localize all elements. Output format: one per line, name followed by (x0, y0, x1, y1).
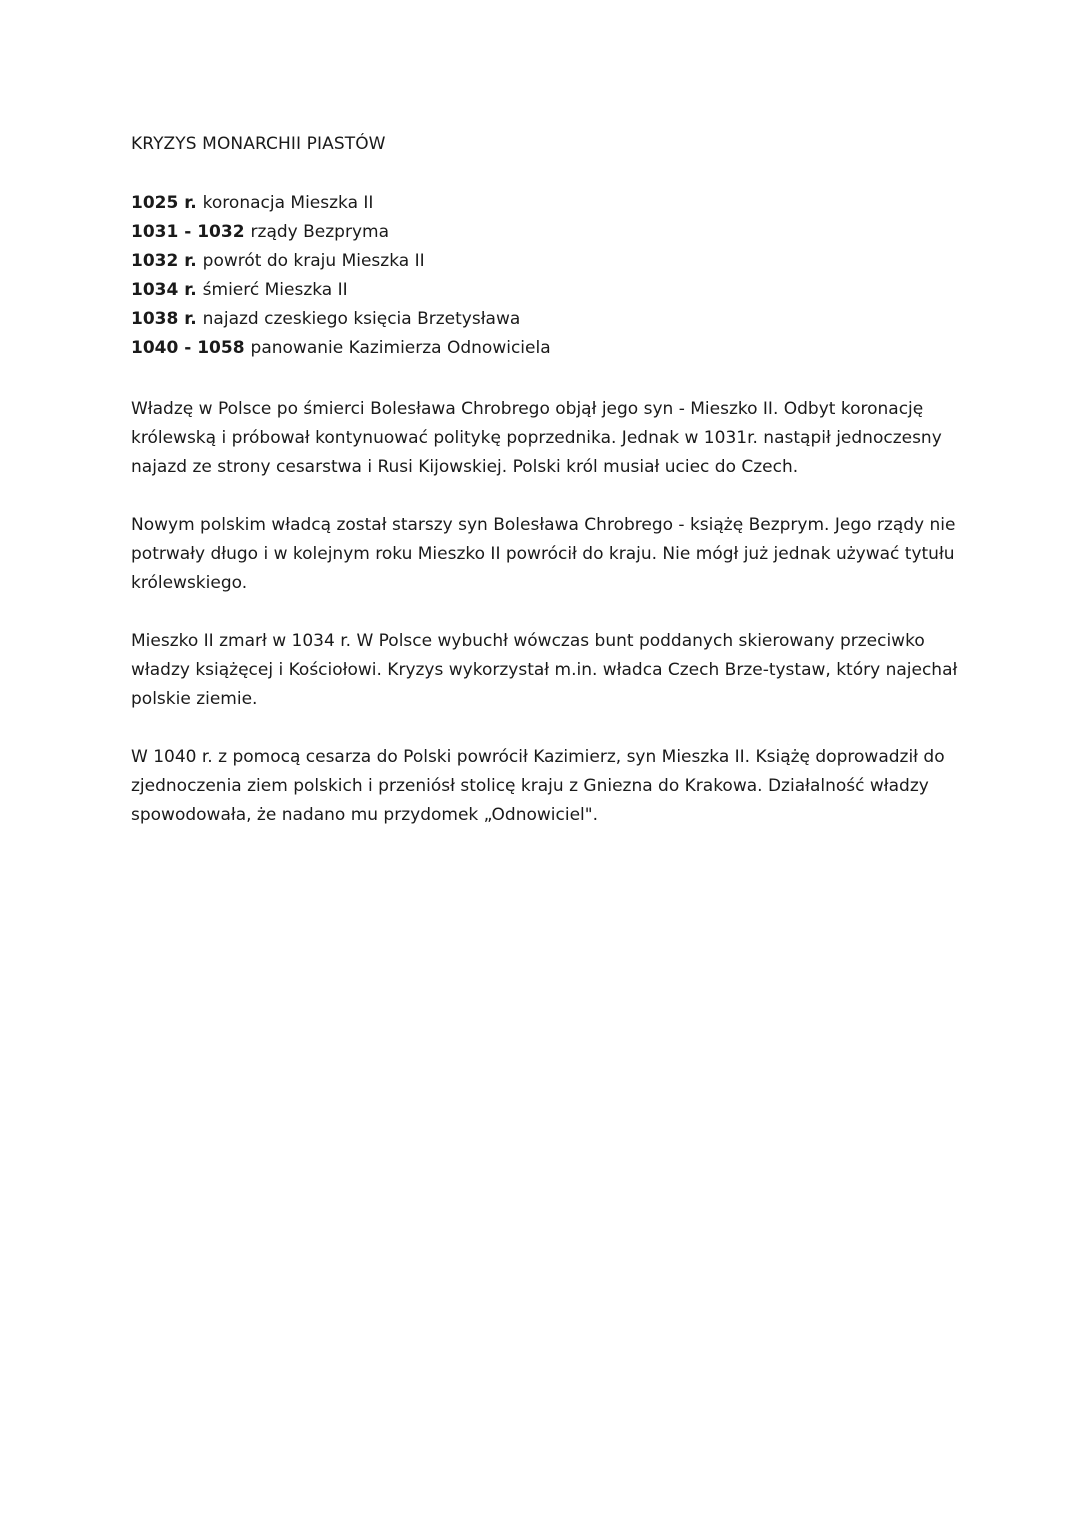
timeline-event: najazd czeskiego księcia Brzetysława (202, 309, 521, 329)
timeline-event: panowanie Kazimierza Odnowiciela (250, 338, 551, 358)
paragraph-rebellion: Mieszko II zmarł w 1034 r. W Polsce wybuchł wówczas bunt poddanych skierowany przeciwko władzy książęcej i Kościołowi. Kryzys wykorzystał m.in. władca Czech Brze-tystaw, który najechał polskie ziemie. (131, 631, 958, 709)
timeline-item (131, 189, 961, 218)
document-content (131, 132, 961, 830)
paragraph-kazimierz: W 1040 r. z pomocą cesarza do Polski powrócił Kazimierz, syn Mieszka II. Książę doprowadził do zjednoczenia ziem polskich i przeniósł stolicę kraju z Gniezna do Krakowa. Działalność władzy spowodowała, że nadano mu przydomek „Odnowiciel". (131, 747, 945, 825)
timeline-event: śmierć Mieszka II (202, 280, 348, 300)
timeline-item (131, 305, 961, 334)
timeline-item (131, 247, 961, 276)
timeline-date: 1032 r. (131, 251, 197, 271)
paragraph-bezprym: Nowym polskim władcą został starszy syn Bolesława Chrobrego - książę Bezprym. Jego rządy nie potrwały długo i w kolejnym roku Mieszko II powrócił do kraju. Nie mógł już jednak używać tytułu królewskiego. (131, 515, 956, 593)
timeline-event: koronacja Mieszka II (202, 193, 374, 213)
timeline-item (131, 218, 961, 247)
timeline-event: rządy Bezpryma (250, 222, 389, 242)
timeline-list (131, 189, 961, 363)
timeline-item (131, 334, 961, 363)
paragraph-mieszko-reign: Władzę w Polsce po śmierci Bolesława Chrobrego objął jego syn - Mieszko II. Odbyt koronację królewską i próbował kontynuować politykę poprzednika. Jednak w 1031r. nastąpił jednoczesny najazd ze strony cesarstwa i Rusi Kijowskiej. Polski król musiał uciec do Czech. (131, 399, 942, 477)
timeline-date: 1040 - 1058 (131, 338, 245, 358)
timeline-date: 1031 - 1032 (131, 222, 245, 242)
document-title: KRYZYS MONARCHII PIASTÓW (131, 134, 386, 154)
timeline-date: 1034 r. (131, 280, 197, 300)
timeline-item (131, 276, 961, 305)
timeline-date: 1038 r. (131, 309, 197, 329)
timeline-date: 1025 r. (131, 193, 197, 213)
timeline-event: powrót do kraju Mieszka II (202, 251, 425, 271)
